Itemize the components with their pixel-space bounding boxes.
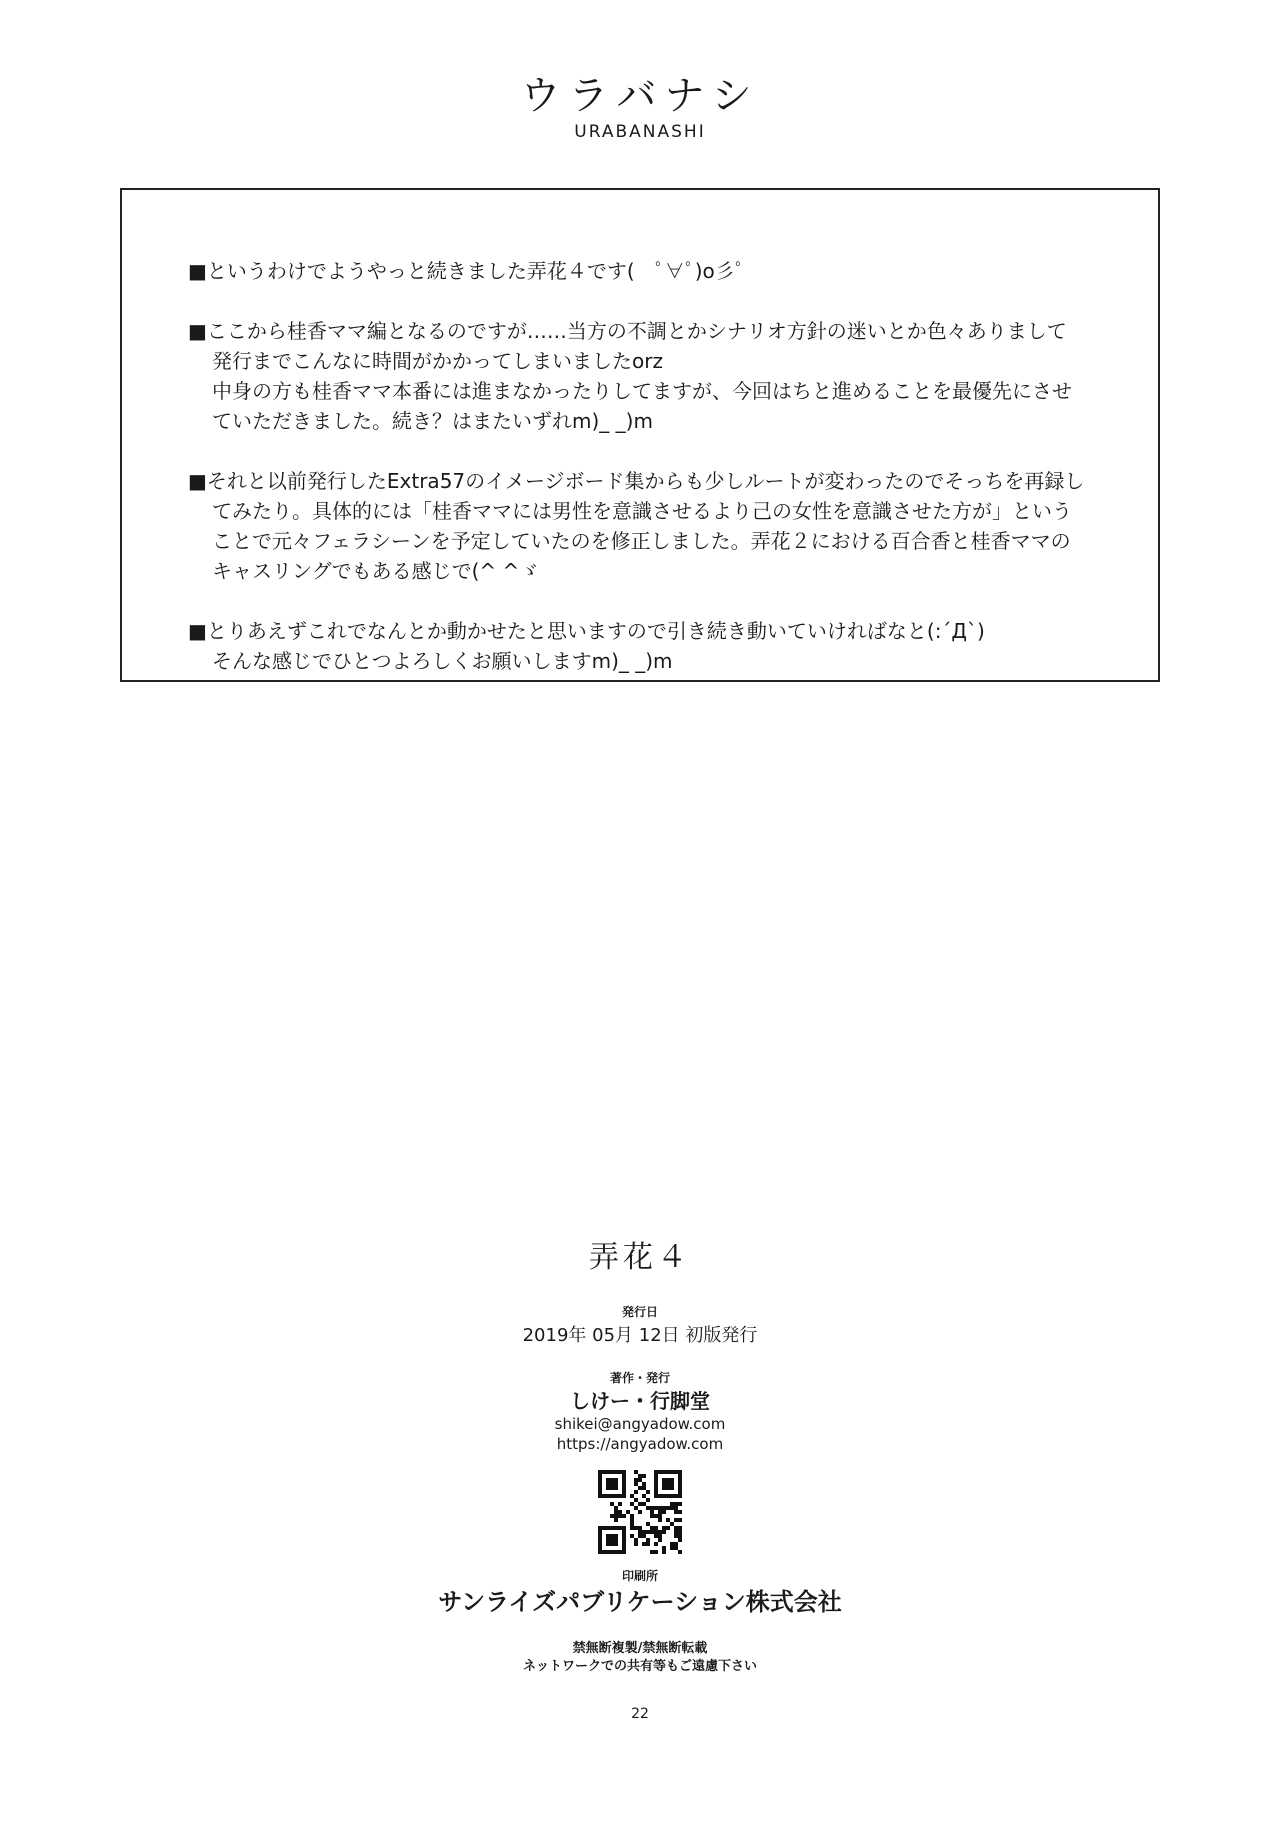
afterword-line: そんな感じでひとつよろしくお願いしますm)_ _)m: [212, 649, 673, 673]
author-website: https://angyadow.com: [556, 1435, 724, 1453]
qr-code-icon: [598, 1470, 682, 1554]
afterword-paragraph: [188, 316, 1108, 436]
afterword-paragraph: [188, 466, 1108, 586]
author-name: しけー・行脚堂: [570, 1389, 710, 1413]
printer-name: サンライズパブリケーション株式会社: [438, 1588, 842, 1616]
page-subtitle: URABANASHI: [574, 122, 706, 142]
colophon: [0, 1238, 1280, 1722]
author-email: shikei@angyadow.com: [554, 1415, 726, 1433]
afterword-line: ■とりあえずこれでなんとか動かせたと思いますので引き続き動いていければなと(:´Д`): [188, 619, 985, 643]
afterword-line: 発行までこんなに時間がかかってしまいましたorz: [212, 349, 663, 373]
page-header: [0, 72, 1280, 142]
afterword-paragraph: [188, 616, 1108, 676]
printer-label: 印刷所: [621, 1569, 658, 1583]
page-number: 22: [631, 1706, 649, 1722]
afterword-line: ■というわけでようやっと続きました弄花４です( ﾟ∀ﾟ)o彡ﾟ: [188, 259, 745, 283]
afterword-line: ことで元々フェラシーンを予定していたのを修正しました。弄花２における百合香と桂香ママの: [212, 529, 1071, 553]
page-title: ウラバナシ: [520, 73, 760, 119]
afterword-line: 中身の方も桂香ママ本番には進まなかったりしてますが、今回はちと進めることを最優先にさせ: [212, 379, 1072, 403]
publication-date: 2019年 05月 12日 初版発行: [522, 1325, 758, 1346]
afterword-box: [120, 188, 1160, 682]
sharing-notice: ネットワークでの共有等もご遠慮下さい: [522, 1659, 757, 1674]
copyright-notice: 禁無断複製/禁無断転載: [572, 1641, 708, 1656]
afterword-line: ■それと以前発行したExtra57のイメージボード集からも少しルートが変わったのでそっちを再録し: [188, 469, 1085, 493]
author-label: 著作・発行: [609, 1371, 670, 1385]
afterword-line: てみたり。具体的には「桂香ママには男性を意識させるより己の女性を意識させた方が」という: [212, 499, 1072, 523]
afterword-line: キャスリングでもある感じで(^ ^ゞ: [212, 559, 540, 583]
afterword-list: [188, 256, 1108, 706]
publication-date-label: 発行日: [621, 1305, 658, 1319]
afterword-line: ■ここから桂香ママ編となるのですが……当方の不調とかシナリオ方針の迷いとか色々ありまして: [188, 319, 1067, 343]
afterword-line: ていただきました。続き？はまたいずれm)_ _)m: [212, 409, 653, 433]
book-title: 弄花４: [589, 1240, 691, 1275]
afterword-paragraph: [188, 256, 1108, 286]
